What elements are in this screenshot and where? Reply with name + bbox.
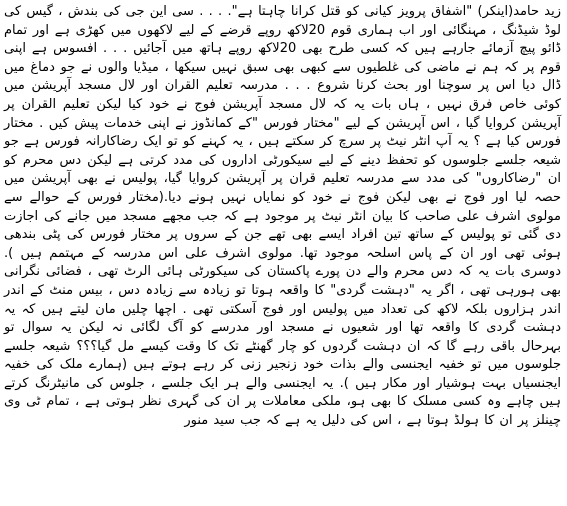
article-paragraph: زید حامد(اینکر) "اشفاق پرویز کیانی کو قتل کرانا چاہتا ہے". . . . سی این جی کی بندش ، گیس کی لوڈ شیڈنگ ، مہنگائی اور اب ہماری قوم 20لاکھ روپے قرضے کے لیے لاکھوں میں کھڑی ہے اور تمام ڈائو پیچ آزمائے جارہے ہیں کہ کسی طرح بھی 20لاکھ روپے ہاتھ میں آجائیں . . . افسوس ہے اپنی قوم پر کہ ہم نے ماضی کی غلطیوں سے کبھی بھی سبق نہیں سیکھا ، میڈیا والوں نے جو دماغ میں ڈال دیا اس پر سوچنا اور بحث کرنا شروع . . . مدرسہ تعلیم القران اور لال مسجد آپریشن میں کوئی خاص فرق نہیں ، ہاں بات یہ کہ لال مسجد آپریشن فوج نے خود کیا لیکن تعلیم القران پر آپریشن کروایا گیا ، اس آپریشن کے لیے "مختار فورس "کے کمانڈوز نے اپنی خدمات پیش کیں . مختار فورس کیا ہے ؟ یہ آپ انٹر نیٹ پر سرچ کر سکتے ہیں ، یہ کہنے کو تو ایک رضاکارانہ فورس ہے جو شیعہ جلسے جلوسوں کو تحفظ دینے کے لیے سیکورٹی اداروں کی مدد کرتی ہے لیکن دس محرم کو ان "رضاکاروں" کی مدد سے مدرسہ تعلیم قران پر آپریشن کروایا گیا، پولیس نے بھی آپریشن میں حصہ لیا اور فوج نے بھی لیکن فوج نے خود کو نمایاں نہیں ہونے دیا.(مختار فورس کے حوالے سے مولوی اشرف علی صاحب کا بیان انٹر نیٹ پر موجود ہے کہ جب مجھے مسجد میں جانے کی اجازت دی گئی تو پولیس کے ساتھ تین افراد ایسے بھی تھے جن کے سروں پر مختار فورس کی پٹی بندھی ہوئی تھی اور ان کے پاس اسلحہ موجود تھا. مولوی اشرف علی اس مدرسہ کے مہتمم ہیں ). دوسری بات یہ کہ دس محرم والے دن پورے پاکستان کی سیکورٹی ہائی الرٹ تھی ، فضائی نگرانی بھی ہورہی تھی ، اگر یہ "دہشت گردی" کا واقعہ ہوتا تو زیادہ سے زیادہ دس ، بیس منٹ کے اندر اندر ہزاروں بلکہ لاکھ کی تعداد میں پولیس اور فوج آسکتی تھی . اچھا چلیں مان لیتے ہیں کہ یہ دہشت گردی کا واقعہ تھا اور شعیوں نے مسجد اور مدرسے کو آگ لگائی نہ لیکن یہ سوال تو بہرحال باقی رہے گا کہ ان دہشت گردوں کو چار گھنٹے تک کا وقت کیسے مل گیا؟؟؟ شیعہ جلسے جلوسوں میں تو خفیہ ایجنسی والے بذات خود زنجیر زنی کر رہے ہوتے ہیں (ہمارے ملک کی خفیہ ایجنسیاں بہت ہوشیار اور مکار ہیں ). یہ ایجنسی والے ہر ایک جلسے ، جلوس کی مانیٹرنگ کرتے ہیں چاہے وہ کسی مسلک کا بھی ہو، ملکی معاملات پر ان کی گہری نظر ہوتی ہے ، تمام ٹی وی چینلز پر ان کا ہولڈ ہوتا ہے ، اس کی دلیل یہ ہے کہ جب سید منور bbox=[4, 4, 561, 429]
